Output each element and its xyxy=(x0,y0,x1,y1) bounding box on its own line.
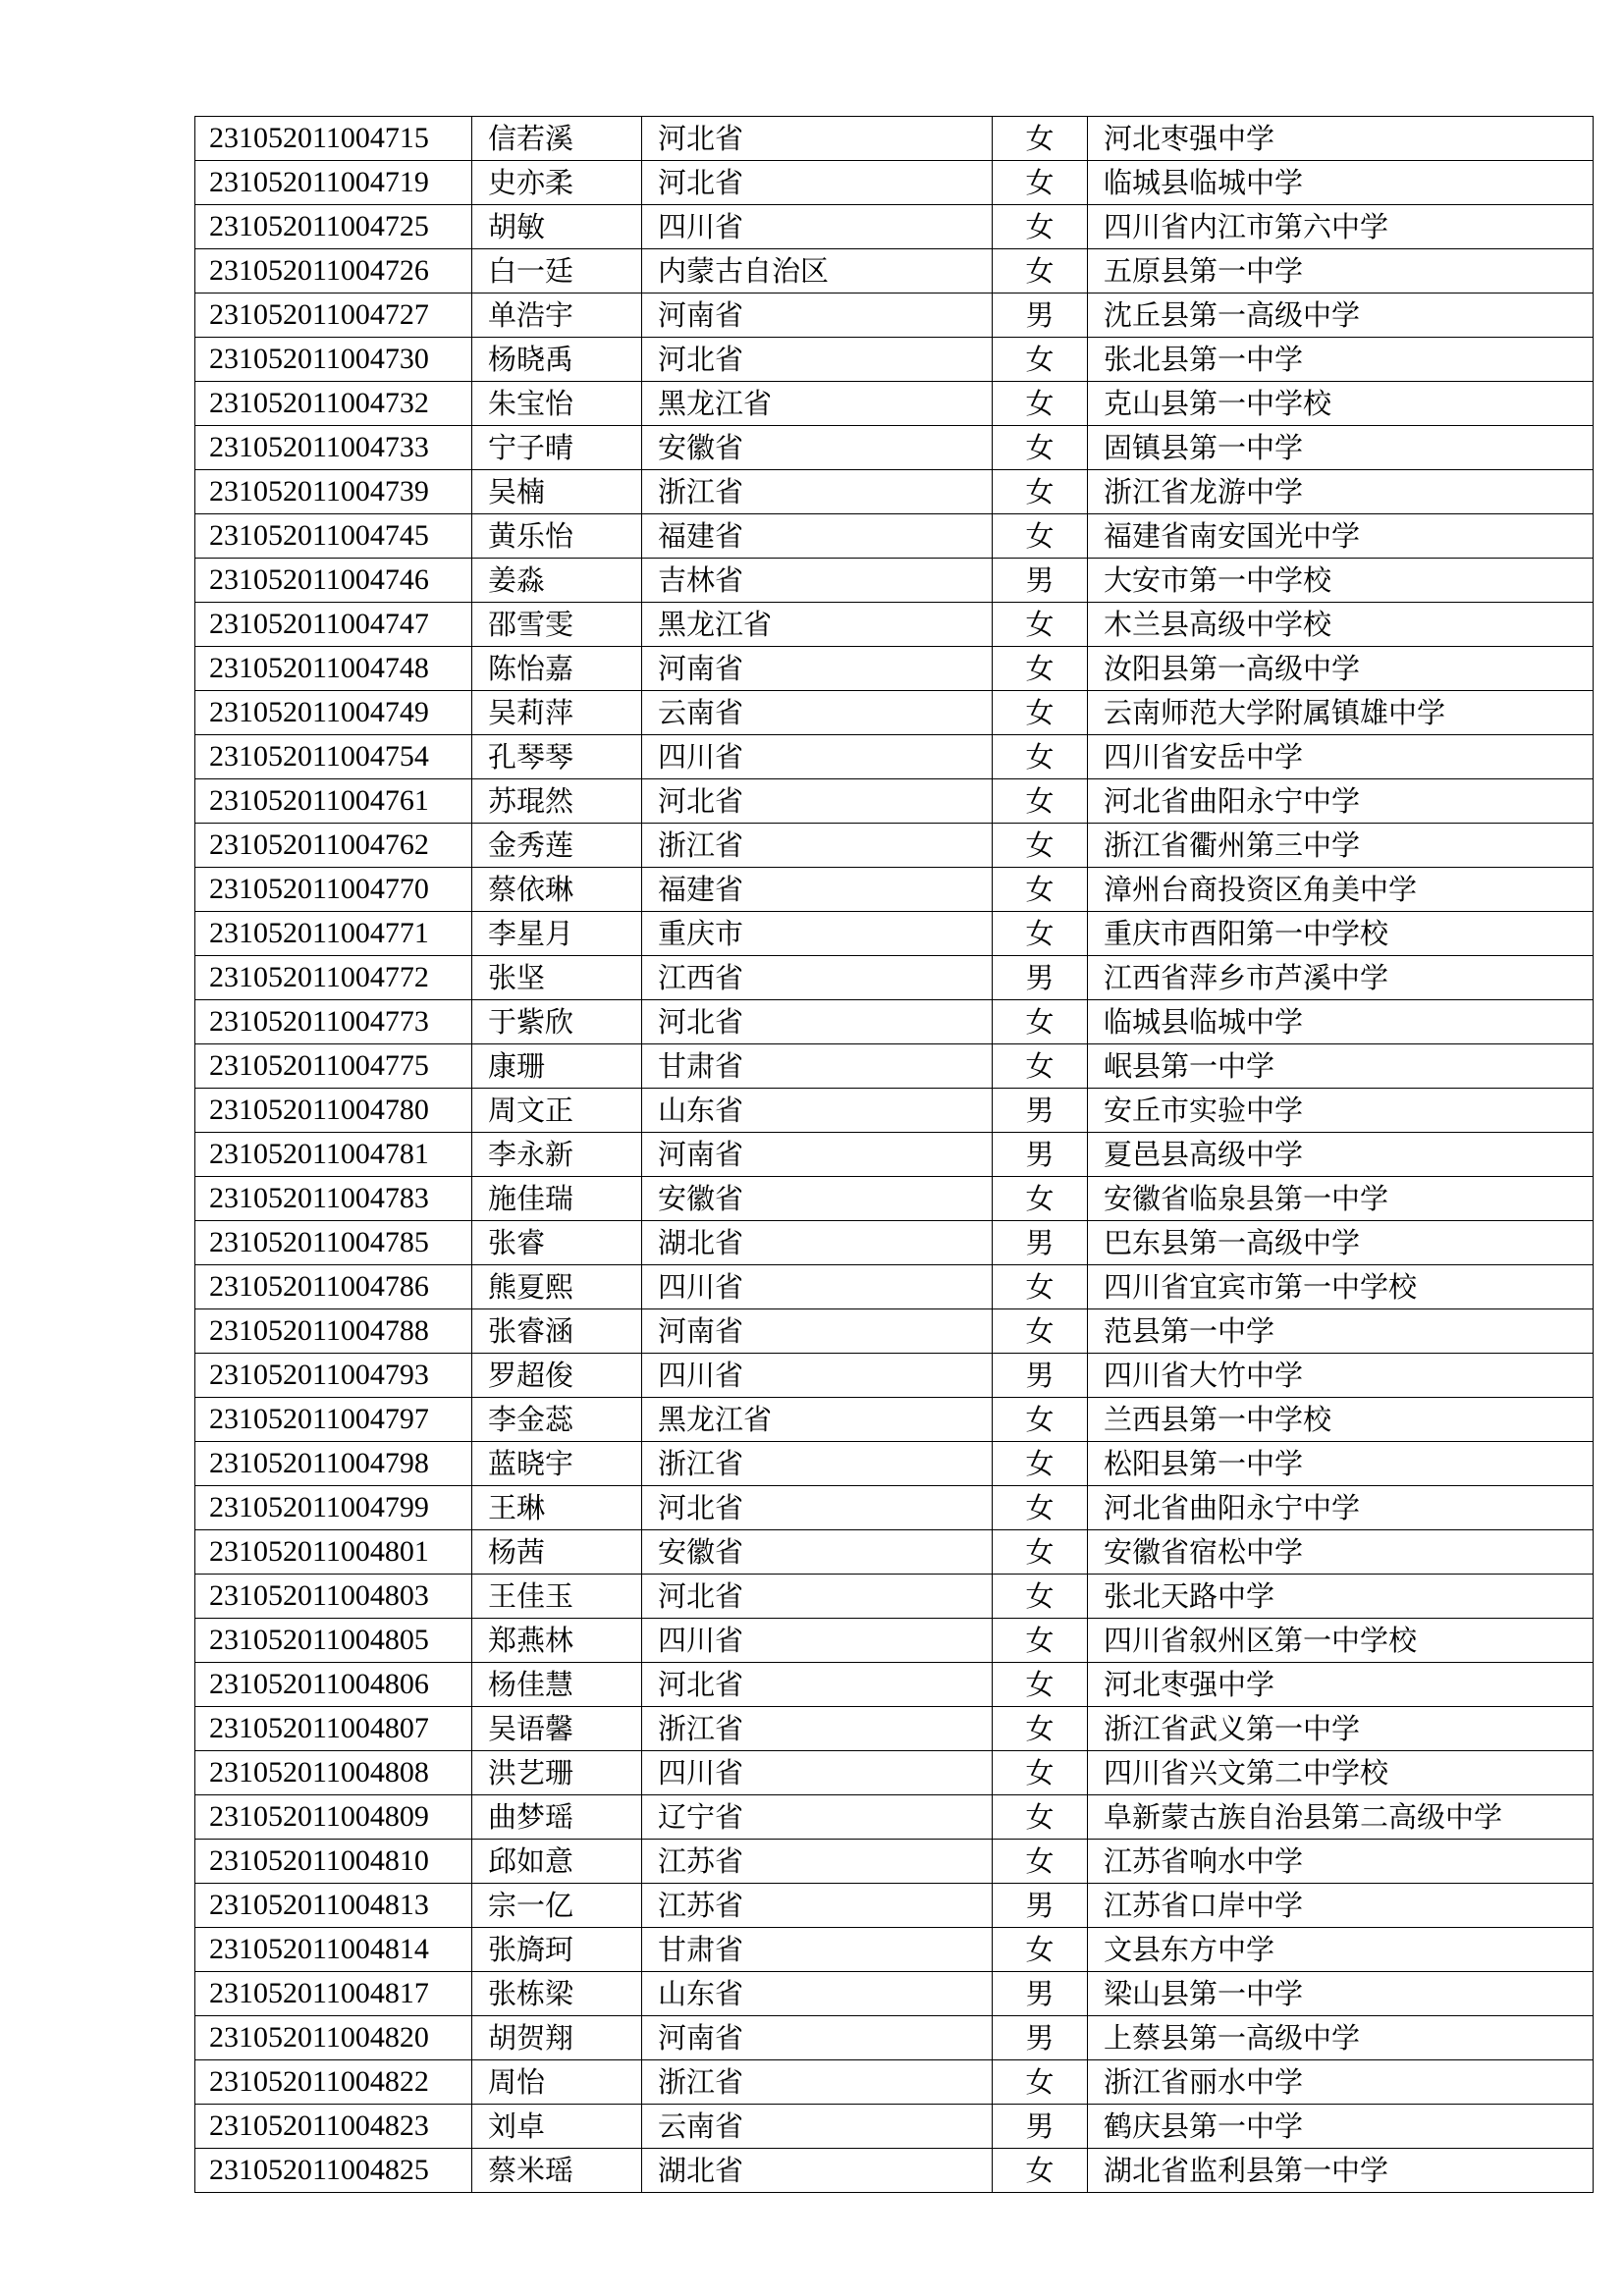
province-cell: 河北省 xyxy=(642,1575,993,1619)
school-cell: 岷县第一中学 xyxy=(1088,1044,1594,1089)
candidate-id-cell: 231052011004786 xyxy=(195,1265,472,1309)
school-cell: 河北枣强中学 xyxy=(1088,117,1594,161)
province-cell: 四川省 xyxy=(642,735,993,779)
student-name-cell: 宗一亿 xyxy=(472,1884,642,1928)
student-name-cell: 于紫欣 xyxy=(472,1000,642,1044)
province-cell: 山东省 xyxy=(642,1089,993,1133)
gender-cell: 女 xyxy=(993,1177,1088,1221)
gender-cell: 女 xyxy=(993,205,1088,249)
school-cell: 河北省曲阳永宁中学 xyxy=(1088,779,1594,824)
school-cell: 河北枣强中学 xyxy=(1088,1663,1594,1707)
student-name-cell: 熊夏熙 xyxy=(472,1265,642,1309)
gender-cell: 男 xyxy=(993,1089,1088,1133)
student-name-cell: 白一廷 xyxy=(472,249,642,294)
candidate-id-cell: 231052011004793 xyxy=(195,1354,472,1398)
table-row xyxy=(195,868,1594,912)
province-cell: 福建省 xyxy=(642,868,993,912)
candidate-id-cell: 231052011004799 xyxy=(195,1486,472,1530)
student-name-cell: 胡敏 xyxy=(472,205,642,249)
province-cell: 河北省 xyxy=(642,779,993,824)
gender-cell: 女 xyxy=(993,1840,1088,1884)
student-name-cell: 苏琨然 xyxy=(472,779,642,824)
school-cell: 临城县临城中学 xyxy=(1088,161,1594,205)
table-row xyxy=(195,2105,1594,2149)
province-cell: 河南省 xyxy=(642,1133,993,1177)
table-row xyxy=(195,1398,1594,1442)
province-cell: 江苏省 xyxy=(642,1840,993,1884)
table-row xyxy=(195,1928,1594,1972)
province-cell: 河北省 xyxy=(642,117,993,161)
student-name-cell: 罗超俊 xyxy=(472,1354,642,1398)
school-cell: 阜新蒙古族自治县第二高级中学 xyxy=(1088,1795,1594,1840)
table-row xyxy=(195,1089,1594,1133)
gender-cell: 女 xyxy=(993,249,1088,294)
gender-cell: 女 xyxy=(993,1707,1088,1751)
gender-cell: 男 xyxy=(993,2105,1088,2149)
student-name-cell: 王琳 xyxy=(472,1486,642,1530)
candidate-id-cell: 231052011004814 xyxy=(195,1928,472,1972)
school-cell: 重庆市酉阳第一中学校 xyxy=(1088,912,1594,956)
gender-cell: 女 xyxy=(993,824,1088,868)
student-name-cell: 张睿涵 xyxy=(472,1309,642,1354)
province-cell: 四川省 xyxy=(642,205,993,249)
gender-cell: 男 xyxy=(993,1354,1088,1398)
candidate-id-cell: 231052011004772 xyxy=(195,956,472,1000)
candidate-id-cell: 231052011004806 xyxy=(195,1663,472,1707)
candidate-id-cell: 231052011004807 xyxy=(195,1707,472,1751)
school-cell: 张北天路中学 xyxy=(1088,1575,1594,1619)
table-row xyxy=(195,338,1594,382)
gender-cell: 男 xyxy=(993,1884,1088,1928)
gender-cell: 男 xyxy=(993,294,1088,338)
gender-cell: 女 xyxy=(993,1663,1088,1707)
school-cell: 浙江省丽水中学 xyxy=(1088,2060,1594,2105)
candidate-id-cell: 231052011004785 xyxy=(195,1221,472,1265)
province-cell: 山东省 xyxy=(642,1972,993,2016)
table-row xyxy=(195,1309,1594,1354)
table-row xyxy=(195,426,1594,470)
province-cell: 甘肃省 xyxy=(642,1044,993,1089)
gender-cell: 男 xyxy=(993,2016,1088,2060)
student-name-cell: 张旖珂 xyxy=(472,1928,642,1972)
student-name-cell: 史亦柔 xyxy=(472,161,642,205)
candidate-id-cell: 231052011004788 xyxy=(195,1309,472,1354)
province-cell: 湖北省 xyxy=(642,1221,993,1265)
province-cell: 黑龙江省 xyxy=(642,603,993,647)
table-row xyxy=(195,1840,1594,1884)
school-cell: 大安市第一中学校 xyxy=(1088,559,1594,603)
province-cell: 安徽省 xyxy=(642,1530,993,1575)
school-cell: 临城县临城中学 xyxy=(1088,1000,1594,1044)
province-cell: 黑龙江省 xyxy=(642,382,993,426)
candidate-id-cell: 231052011004810 xyxy=(195,1840,472,1884)
school-cell: 江西省萍乡市芦溪中学 xyxy=(1088,956,1594,1000)
gender-cell: 女 xyxy=(993,912,1088,956)
candidate-id-cell: 231052011004730 xyxy=(195,338,472,382)
gender-cell: 女 xyxy=(993,1928,1088,1972)
school-cell: 张北县第一中学 xyxy=(1088,338,1594,382)
candidate-id-cell: 231052011004719 xyxy=(195,161,472,205)
candidate-id-cell: 231052011004780 xyxy=(195,1089,472,1133)
table-row xyxy=(195,1575,1594,1619)
candidate-id-cell: 231052011004805 xyxy=(195,1619,472,1663)
province-cell: 四川省 xyxy=(642,1354,993,1398)
province-cell: 河南省 xyxy=(642,2016,993,2060)
student-name-cell: 孔琴琴 xyxy=(472,735,642,779)
table-row xyxy=(195,691,1594,735)
gender-cell: 女 xyxy=(993,470,1088,514)
candidate-id-cell: 231052011004770 xyxy=(195,868,472,912)
table-row xyxy=(195,647,1594,691)
school-cell: 浙江省龙游中学 xyxy=(1088,470,1594,514)
table-row xyxy=(195,161,1594,205)
student-name-cell: 单浩宇 xyxy=(472,294,642,338)
student-name-cell: 黄乐怡 xyxy=(472,514,642,559)
province-cell: 河南省 xyxy=(642,1309,993,1354)
gender-cell: 女 xyxy=(993,1044,1088,1089)
school-cell: 四川省内江市第六中学 xyxy=(1088,205,1594,249)
province-cell: 辽宁省 xyxy=(642,1795,993,1840)
province-cell: 河北省 xyxy=(642,1486,993,1530)
school-cell: 河北省曲阳永宁中学 xyxy=(1088,1486,1594,1530)
candidate-id-cell: 231052011004754 xyxy=(195,735,472,779)
student-name-cell: 朱宝怡 xyxy=(472,382,642,426)
school-cell: 江苏省响水中学 xyxy=(1088,1840,1594,1884)
gender-cell: 女 xyxy=(993,603,1088,647)
province-cell: 四川省 xyxy=(642,1751,993,1795)
school-cell: 汝阳县第一高级中学 xyxy=(1088,647,1594,691)
table-row xyxy=(195,912,1594,956)
candidate-id-cell: 231052011004798 xyxy=(195,1442,472,1486)
school-cell: 浙江省衢州第三中学 xyxy=(1088,824,1594,868)
student-name-cell: 蔡米瑶 xyxy=(472,2149,642,2193)
gender-cell: 女 xyxy=(993,338,1088,382)
gender-cell: 女 xyxy=(993,117,1088,161)
table-row xyxy=(195,2016,1594,2060)
student-name-cell: 蔡依琳 xyxy=(472,868,642,912)
student-name-cell: 张睿 xyxy=(472,1221,642,1265)
candidate-id-cell: 231052011004715 xyxy=(195,117,472,161)
province-cell: 河北省 xyxy=(642,338,993,382)
table-row xyxy=(195,603,1594,647)
candidate-id-cell: 231052011004797 xyxy=(195,1398,472,1442)
candidate-id-cell: 231052011004813 xyxy=(195,1884,472,1928)
gender-cell: 女 xyxy=(993,161,1088,205)
school-cell: 克山县第一中学校 xyxy=(1088,382,1594,426)
province-cell: 浙江省 xyxy=(642,1707,993,1751)
student-name-cell: 邵雪雯 xyxy=(472,603,642,647)
student-name-cell: 张栋梁 xyxy=(472,1972,642,2016)
gender-cell: 女 xyxy=(993,691,1088,735)
gender-cell: 男 xyxy=(993,956,1088,1000)
candidate-id-cell: 231052011004762 xyxy=(195,824,472,868)
table-row xyxy=(195,779,1594,824)
table-row xyxy=(195,1133,1594,1177)
gender-cell: 女 xyxy=(993,647,1088,691)
table-row xyxy=(195,1884,1594,1928)
table-row xyxy=(195,1221,1594,1265)
school-cell: 四川省宜宾市第一中学校 xyxy=(1088,1265,1594,1309)
candidate-id-cell: 231052011004746 xyxy=(195,559,472,603)
province-cell: 浙江省 xyxy=(642,824,993,868)
table-row xyxy=(195,205,1594,249)
candidate-id-cell: 231052011004733 xyxy=(195,426,472,470)
student-name-cell: 宁子晴 xyxy=(472,426,642,470)
school-cell: 四川省大竹中学 xyxy=(1088,1354,1594,1398)
student-name-cell: 邱如意 xyxy=(472,1840,642,1884)
candidate-id-cell: 231052011004817 xyxy=(195,1972,472,2016)
table-row xyxy=(195,1000,1594,1044)
table-row xyxy=(195,1486,1594,1530)
table-row xyxy=(195,1795,1594,1840)
candidate-id-cell: 231052011004727 xyxy=(195,294,472,338)
candidate-id-cell: 231052011004745 xyxy=(195,514,472,559)
candidate-id-cell: 231052011004748 xyxy=(195,647,472,691)
candidate-id-cell: 231052011004726 xyxy=(195,249,472,294)
gender-cell: 女 xyxy=(993,1486,1088,1530)
gender-cell: 男 xyxy=(993,1221,1088,1265)
province-cell: 黑龙江省 xyxy=(642,1398,993,1442)
province-cell: 江苏省 xyxy=(642,1884,993,1928)
school-cell: 安丘市实验中学 xyxy=(1088,1089,1594,1133)
gender-cell: 女 xyxy=(993,1265,1088,1309)
gender-cell: 女 xyxy=(993,1751,1088,1795)
student-name-cell: 张坚 xyxy=(472,956,642,1000)
province-cell: 浙江省 xyxy=(642,1442,993,1486)
candidate-id-cell: 231052011004825 xyxy=(195,2149,472,2193)
province-cell: 安徽省 xyxy=(642,1177,993,1221)
gender-cell: 女 xyxy=(993,1795,1088,1840)
student-name-cell: 李金蕊 xyxy=(472,1398,642,1442)
gender-cell: 女 xyxy=(993,2149,1088,2193)
school-cell: 范县第一中学 xyxy=(1088,1309,1594,1354)
table-row xyxy=(195,2060,1594,2105)
table-row xyxy=(195,249,1594,294)
student-name-cell: 杨茜 xyxy=(472,1530,642,1575)
table-row xyxy=(195,294,1594,338)
province-cell: 浙江省 xyxy=(642,2060,993,2105)
candidate-id-cell: 231052011004803 xyxy=(195,1575,472,1619)
gender-cell: 男 xyxy=(993,559,1088,603)
student-name-cell: 周怡 xyxy=(472,2060,642,2105)
gender-cell: 女 xyxy=(993,2060,1088,2105)
candidate-id-cell: 231052011004739 xyxy=(195,470,472,514)
table-row xyxy=(195,514,1594,559)
province-cell: 云南省 xyxy=(642,2105,993,2149)
table-row xyxy=(195,1354,1594,1398)
gender-cell: 女 xyxy=(993,426,1088,470)
school-cell: 兰西县第一中学校 xyxy=(1088,1398,1594,1442)
table-row xyxy=(195,559,1594,603)
candidate-id-cell: 231052011004725 xyxy=(195,205,472,249)
province-cell: 湖北省 xyxy=(642,2149,993,2193)
roster-body xyxy=(195,117,1594,2193)
student-name-cell: 周文正 xyxy=(472,1089,642,1133)
student-name-cell: 吴莉萍 xyxy=(472,691,642,735)
student-name-cell: 杨晓禹 xyxy=(472,338,642,382)
student-name-cell: 施佳瑞 xyxy=(472,1177,642,1221)
school-cell: 四川省叙州区第一中学校 xyxy=(1088,1619,1594,1663)
student-name-cell: 康珊 xyxy=(472,1044,642,1089)
candidate-id-cell: 231052011004775 xyxy=(195,1044,472,1089)
province-cell: 江西省 xyxy=(642,956,993,1000)
province-cell: 内蒙古自治区 xyxy=(642,249,993,294)
candidate-id-cell: 231052011004761 xyxy=(195,779,472,824)
student-name-cell: 李星月 xyxy=(472,912,642,956)
school-cell: 夏邑县高级中学 xyxy=(1088,1133,1594,1177)
table-row xyxy=(195,1751,1594,1795)
gender-cell: 女 xyxy=(993,868,1088,912)
school-cell: 五原县第一中学 xyxy=(1088,249,1594,294)
student-name-cell: 李永新 xyxy=(472,1133,642,1177)
gender-cell: 女 xyxy=(993,1309,1088,1354)
student-name-cell: 洪艺珊 xyxy=(472,1751,642,1795)
student-roster-table xyxy=(194,116,1594,2193)
student-name-cell: 刘卓 xyxy=(472,2105,642,2149)
province-cell: 河南省 xyxy=(642,294,993,338)
table-row xyxy=(195,735,1594,779)
table-row xyxy=(195,2149,1594,2193)
student-name-cell: 吴语馨 xyxy=(472,1707,642,1751)
table-row xyxy=(195,1044,1594,1089)
gender-cell: 女 xyxy=(993,1530,1088,1575)
province-cell: 浙江省 xyxy=(642,470,993,514)
candidate-id-cell: 231052011004732 xyxy=(195,382,472,426)
table-row xyxy=(195,1619,1594,1663)
candidate-id-cell: 231052011004820 xyxy=(195,2016,472,2060)
gender-cell: 女 xyxy=(993,514,1088,559)
province-cell: 河南省 xyxy=(642,647,993,691)
candidate-id-cell: 231052011004809 xyxy=(195,1795,472,1840)
gender-cell: 女 xyxy=(993,735,1088,779)
gender-cell: 女 xyxy=(993,382,1088,426)
school-cell: 上蔡县第一高级中学 xyxy=(1088,2016,1594,2060)
candidate-id-cell: 231052011004781 xyxy=(195,1133,472,1177)
candidate-id-cell: 231052011004749 xyxy=(195,691,472,735)
candidate-id-cell: 231052011004808 xyxy=(195,1751,472,1795)
school-cell: 四川省兴文第二中学校 xyxy=(1088,1751,1594,1795)
table-row xyxy=(195,1707,1594,1751)
school-cell: 江苏省口岸中学 xyxy=(1088,1884,1594,1928)
gender-cell: 女 xyxy=(993,1442,1088,1486)
school-cell: 沈丘县第一高级中学 xyxy=(1088,294,1594,338)
school-cell: 安徽省临泉县第一中学 xyxy=(1088,1177,1594,1221)
province-cell: 河北省 xyxy=(642,161,993,205)
province-cell: 甘肃省 xyxy=(642,1928,993,1972)
student-name-cell: 杨佳慧 xyxy=(472,1663,642,1707)
school-cell: 浙江省武义第一中学 xyxy=(1088,1707,1594,1751)
school-cell: 安徽省宿松中学 xyxy=(1088,1530,1594,1575)
gender-cell: 女 xyxy=(993,1575,1088,1619)
school-cell: 松阳县第一中学 xyxy=(1088,1442,1594,1486)
student-name-cell: 蓝晓宇 xyxy=(472,1442,642,1486)
school-cell: 鹤庆县第一中学 xyxy=(1088,2105,1594,2149)
school-cell: 梁山县第一中学 xyxy=(1088,1972,1594,2016)
table-row xyxy=(195,470,1594,514)
table-row xyxy=(195,1177,1594,1221)
candidate-id-cell: 231052011004773 xyxy=(195,1000,472,1044)
candidate-id-cell: 231052011004801 xyxy=(195,1530,472,1575)
table-row xyxy=(195,956,1594,1000)
school-cell: 福建省南安国光中学 xyxy=(1088,514,1594,559)
candidate-id-cell: 231052011004823 xyxy=(195,2105,472,2149)
province-cell: 河北省 xyxy=(642,1000,993,1044)
province-cell: 河北省 xyxy=(642,1663,993,1707)
gender-cell: 女 xyxy=(993,1000,1088,1044)
province-cell: 四川省 xyxy=(642,1265,993,1309)
school-cell: 木兰县高级中学校 xyxy=(1088,603,1594,647)
table-row xyxy=(195,117,1594,161)
gender-cell: 女 xyxy=(993,1619,1088,1663)
table-row xyxy=(195,824,1594,868)
province-cell: 福建省 xyxy=(642,514,993,559)
gender-cell: 女 xyxy=(993,779,1088,824)
candidate-id-cell: 231052011004783 xyxy=(195,1177,472,1221)
school-cell: 巴东县第一高级中学 xyxy=(1088,1221,1594,1265)
school-cell: 固镇县第一中学 xyxy=(1088,426,1594,470)
student-name-cell: 胡贺翔 xyxy=(472,2016,642,2060)
student-name-cell: 吴楠 xyxy=(472,470,642,514)
student-name-cell: 王佳玉 xyxy=(472,1575,642,1619)
province-cell: 四川省 xyxy=(642,1619,993,1663)
province-cell: 吉林省 xyxy=(642,559,993,603)
gender-cell: 女 xyxy=(993,1398,1088,1442)
candidate-id-cell: 231052011004822 xyxy=(195,2060,472,2105)
student-name-cell: 郑燕林 xyxy=(472,1619,642,1663)
school-cell: 四川省安岳中学 xyxy=(1088,735,1594,779)
student-name-cell: 信若溪 xyxy=(472,117,642,161)
school-cell: 漳州台商投资区角美中学 xyxy=(1088,868,1594,912)
province-cell: 重庆市 xyxy=(642,912,993,956)
table-row xyxy=(195,1530,1594,1575)
student-name-cell: 金秀莲 xyxy=(472,824,642,868)
table-row xyxy=(195,382,1594,426)
table-row xyxy=(195,1972,1594,2016)
table-row xyxy=(195,1663,1594,1707)
student-name-cell: 曲梦瑶 xyxy=(472,1795,642,1840)
gender-cell: 男 xyxy=(993,1972,1088,2016)
province-cell: 云南省 xyxy=(642,691,993,735)
candidate-id-cell: 231052011004747 xyxy=(195,603,472,647)
school-cell: 文县东方中学 xyxy=(1088,1928,1594,1972)
school-cell: 湖北省监利县第一中学 xyxy=(1088,2149,1594,2193)
student-name-cell: 姜淼 xyxy=(472,559,642,603)
table-row xyxy=(195,1265,1594,1309)
school-cell: 云南师范大学附属镇雄中学 xyxy=(1088,691,1594,735)
table-row xyxy=(195,1442,1594,1486)
student-name-cell: 陈怡嘉 xyxy=(472,647,642,691)
province-cell: 安徽省 xyxy=(642,426,993,470)
gender-cell: 男 xyxy=(993,1133,1088,1177)
candidate-id-cell: 231052011004771 xyxy=(195,912,472,956)
